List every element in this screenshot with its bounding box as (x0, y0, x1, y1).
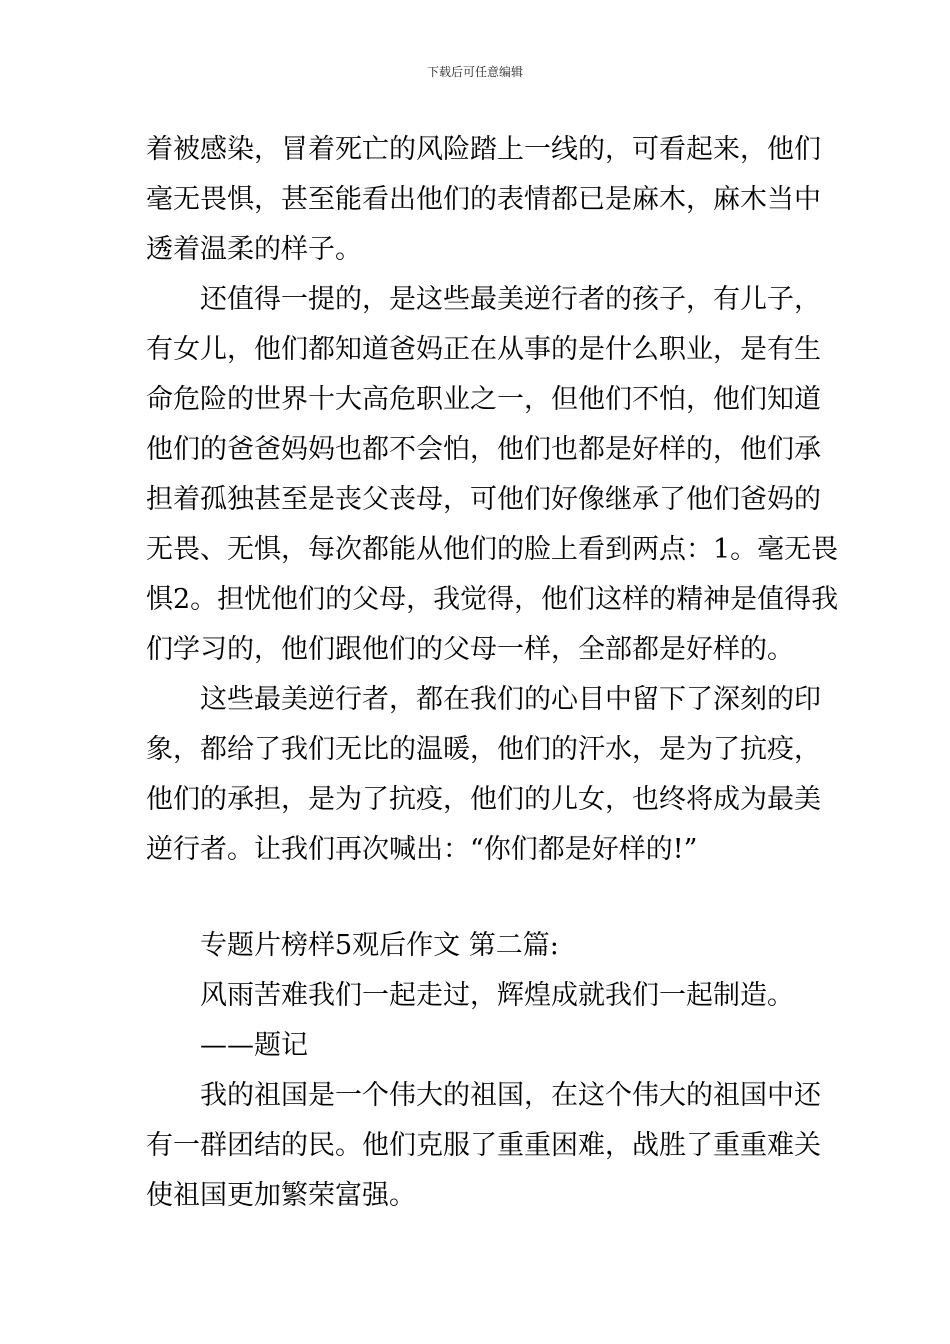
text-line: 风雨苦难我们一起走过，辉煌成就我们一起制造。 (200, 980, 794, 1011)
text-line: 他们的爸爸妈妈也都不会怕，他们也都是好样的，他们承 (146, 434, 821, 465)
text-line: 他们的承担，是为了抗疫，他们的儿女，也终将成为最美 (146, 784, 821, 815)
text-line: 们学习的，他们跟他们的父母一样，全部都是好样的。 (146, 634, 794, 665)
page-header: 下载后可任意编辑 (426, 65, 523, 79)
text-line: 惧2。担忧他们的父母，我觉得，他们这样的精神是值得我 (146, 584, 839, 615)
text-line: 毫无畏惧，甚至能看出他们的表情都已是麻木，麻木当中 (146, 184, 821, 215)
text-line: 还值得一提的，是这些最美逆行者的孩子，有儿子， (200, 284, 821, 315)
text-line: 透着温柔的样子。 (146, 234, 362, 265)
section-heading: 专题片榜样5观后作文 第二篇: (200, 930, 559, 961)
text-line: 担着孤独甚至是丧父丧母，可他们好像继承了他们爸妈的 (146, 484, 821, 515)
text-line: 象，都给了我们无比的温暖，他们的汗水，是为了抗疫， (146, 734, 821, 765)
text-line: 着被感染，冒着死亡的风险踏上一线的，可看起来，他们 (146, 134, 821, 165)
text-line: ——题记 (200, 1030, 308, 1061)
text-line: 有一群团结的民。他们克服了重重困难，战胜了重重难关 (146, 1130, 821, 1161)
text-line: 命危险的世界十大高危职业之一，但他们不怕，他们知道 (146, 384, 821, 415)
text-line: 这些最美逆行者，都在我们的心目中留下了深刻的印 (200, 684, 821, 715)
text-line: 逆行者。让我们再次喊出：“你们都是好样的!” (146, 834, 698, 865)
text-line: 我的祖国是一个伟大的祖国，在这个伟大的祖国中还 (200, 1080, 821, 1111)
text-line: 使祖国更加繁荣富强。 (146, 1180, 416, 1211)
text-line: 无畏、无惧，每次都能从他们的脸上看到两点：1。毫无畏 (146, 534, 839, 565)
text-line: 有女儿，他们都知道爸妈正在从事的是什么职业，是有生 (146, 334, 821, 365)
